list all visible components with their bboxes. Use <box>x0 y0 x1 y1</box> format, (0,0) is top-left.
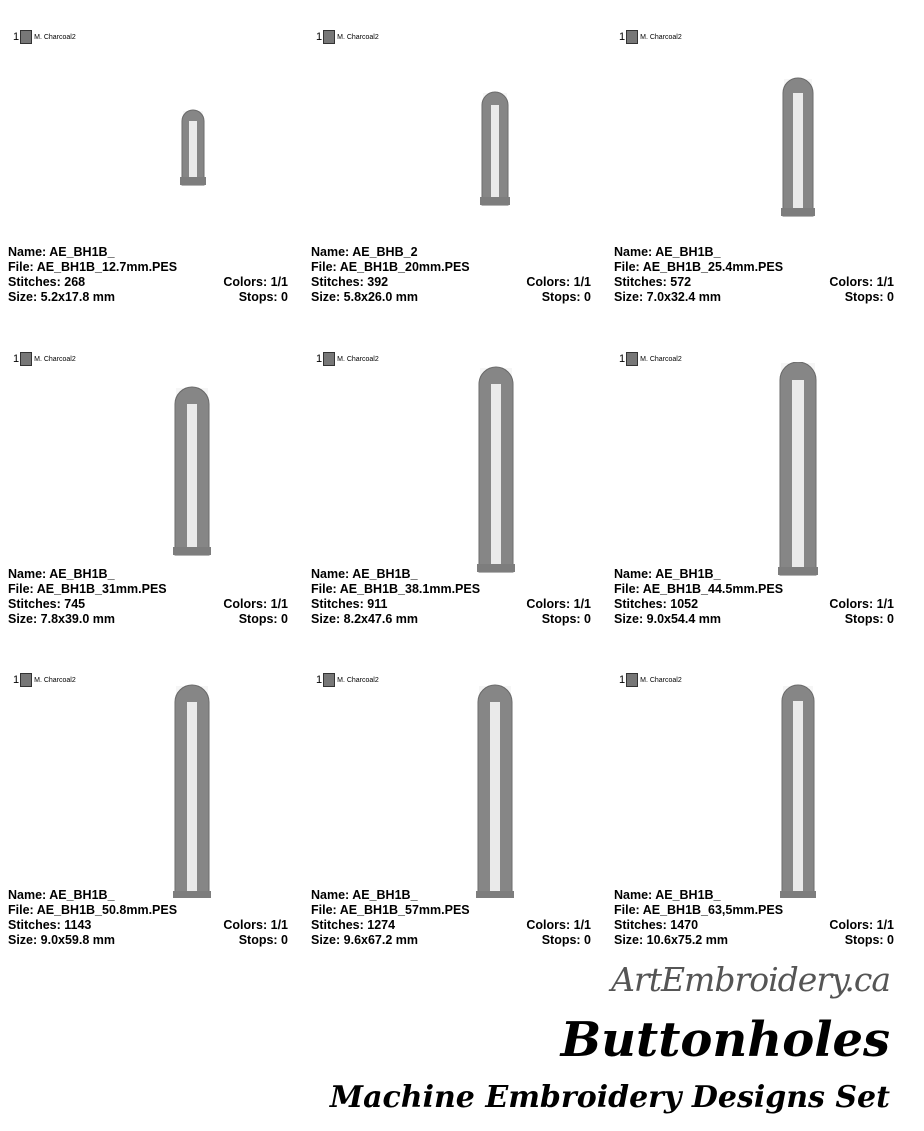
design-file: File: AE_BH1B_25.4mm.PES <box>614 260 784 274</box>
swatch-index: 1 <box>619 353 626 365</box>
design-colors: Colors: 1/1 <box>829 275 894 289</box>
design-stops: Stops: 0 <box>541 612 591 626</box>
design-stops: Stops: 0 <box>238 612 288 626</box>
design-stitches: Stitches: 911 <box>311 597 388 611</box>
swatch-index: 1 <box>13 674 20 686</box>
design-name: Name: AE_BH1B_ <box>311 567 418 581</box>
design-name: Name: AE_BH1B_ <box>614 567 721 581</box>
swatch-index: 1 <box>619 31 626 43</box>
color-name: M. Charcoal2 <box>640 33 682 41</box>
design-name: Name: AE_BH1B_ <box>8 245 115 259</box>
design-stops: Stops: 0 <box>238 933 288 947</box>
design-info <box>8 567 288 627</box>
design-stops: Stops: 0 <box>541 290 591 304</box>
buttonhole-preview <box>8 683 288 898</box>
swatch-index: 1 <box>619 674 626 686</box>
bar-tack <box>480 197 510 205</box>
design-file: File: AE_BH1B_12.7mm.PES <box>8 260 178 274</box>
buttonhole-drawing <box>614 683 894 898</box>
design-file: File: AE_BH1B_20mm.PES <box>311 260 470 274</box>
design-stitches: Stitches: 1052 <box>614 597 699 611</box>
buttonhole-drawing <box>614 362 894 577</box>
buttonhole-drawing <box>311 40 591 255</box>
design-card <box>614 342 894 632</box>
design-file: File: AE_BH1B_57mm.PES <box>311 903 470 917</box>
design-size: Size: 8.2x47.6 mm <box>311 612 419 626</box>
buttonhole-preview <box>311 362 591 577</box>
buttonhole-slot <box>793 701 803 891</box>
design-file: File: AE_BH1B_38.1mm.PES <box>311 582 481 596</box>
design-size: Size: 5.2x17.8 mm <box>8 290 116 304</box>
design-size: Size: 7.8x39.0 mm <box>8 612 116 626</box>
design-colors: Colors: 1/1 <box>526 918 591 932</box>
design-card <box>614 20 894 310</box>
color-name: M. Charcoal2 <box>34 33 76 41</box>
bar-tack <box>180 177 206 185</box>
design-file: File: AE_BH1B_31mm.PES <box>8 582 167 596</box>
buttonhole-drawing <box>8 362 288 577</box>
design-card <box>8 20 288 310</box>
color-name: M. Charcoal2 <box>337 355 379 363</box>
design-stitches: Stitches: 572 <box>614 275 692 289</box>
buttonhole-drawing <box>311 362 591 577</box>
design-info <box>614 888 894 948</box>
design-name: Name: AE_BH1B_ <box>311 888 418 902</box>
design-stops: Stops: 0 <box>844 290 894 304</box>
design-stitches: Stitches: 1143 <box>8 918 92 932</box>
color-name: M. Charcoal2 <box>337 676 379 684</box>
design-info <box>311 245 591 305</box>
design-card <box>614 663 894 953</box>
buttonhole-preview <box>614 40 894 255</box>
buttonhole-drawing <box>311 683 591 898</box>
buttonhole-drawing <box>8 683 288 898</box>
design-card <box>311 20 591 310</box>
design-card <box>8 663 288 953</box>
design-colors: Colors: 1/1 <box>829 597 894 611</box>
design-size: Size: 9.0x59.8 mm <box>8 933 116 947</box>
buttonhole-preview <box>311 40 591 255</box>
design-stitches: Stitches: 1274 <box>311 918 396 932</box>
design-colors: Colors: 1/1 <box>223 275 288 289</box>
buttonhole-slot <box>490 702 500 891</box>
buttonhole-slot <box>187 404 197 547</box>
design-name: Name: AE_BH1B_ <box>614 888 721 902</box>
design-info <box>8 888 288 948</box>
design-info <box>311 888 591 948</box>
buttonhole-preview <box>614 362 894 577</box>
color-name: M. Charcoal2 <box>337 33 379 41</box>
design-size: Size: 9.0x54.4 mm <box>614 612 722 626</box>
design-stitches: Stitches: 392 <box>311 275 389 289</box>
design-name: Name: AE_BH1B_ <box>8 567 115 581</box>
design-stops: Stops: 0 <box>541 933 591 947</box>
design-info <box>311 567 591 627</box>
bar-tack <box>781 208 815 216</box>
design-colors: Colors: 1/1 <box>223 918 288 932</box>
color-name: M. Charcoal2 <box>34 355 76 363</box>
design-info <box>8 245 288 305</box>
design-card <box>311 663 591 953</box>
design-stitches: Stitches: 1470 <box>614 918 699 932</box>
design-card <box>8 342 288 632</box>
design-file: File: AE_BH1B_63,5mm.PES <box>614 903 784 917</box>
brand-logo: ArtEmbroidery.ca <box>611 960 890 999</box>
color-name: M. Charcoal2 <box>640 355 682 363</box>
buttonhole-drawing <box>8 40 288 255</box>
design-name: Name: AE_BHB_2 <box>311 245 418 259</box>
buttonhole-slot <box>491 105 499 197</box>
design-info <box>614 567 894 627</box>
design-file: File: AE_BH1B_50.8mm.PES <box>8 903 178 917</box>
design-name: Name: AE_BH1B_ <box>614 245 721 259</box>
buttonhole-preview <box>8 40 288 255</box>
buttonhole-preview <box>614 683 894 898</box>
design-card <box>311 342 591 632</box>
design-stitches: Stitches: 745 <box>8 597 86 611</box>
design-colors: Colors: 1/1 <box>526 275 591 289</box>
page-subtitle: Machine Embroidery Designs Set <box>329 1080 890 1115</box>
design-stops: Stops: 0 <box>238 290 288 304</box>
design-colors: Colors: 1/1 <box>526 597 591 611</box>
buttonhole-preview <box>8 362 288 577</box>
design-size: Size: 10.6x75.2 mm <box>614 933 728 947</box>
design-stops: Stops: 0 <box>844 933 894 947</box>
buttonhole-slot <box>189 121 197 177</box>
design-name: Name: AE_BH1B_ <box>8 888 115 902</box>
design-size: Size: 7.0x32.4 mm <box>614 290 722 304</box>
swatch-index: 1 <box>316 353 323 365</box>
swatch-index: 1 <box>316 31 323 43</box>
buttonhole-drawing <box>614 40 894 255</box>
design-stitches: Stitches: 268 <box>8 275 86 289</box>
buttonhole-slot <box>187 702 197 891</box>
color-name: M. Charcoal2 <box>34 676 76 684</box>
bar-tack <box>173 547 211 555</box>
design-colors: Colors: 1/1 <box>829 918 894 932</box>
swatch-index: 1 <box>13 353 20 365</box>
design-stops: Stops: 0 <box>844 612 894 626</box>
page-title: Buttonholes <box>560 1012 890 1068</box>
design-size: Size: 9.6x67.2 mm <box>311 933 419 947</box>
color-name: M. Charcoal2 <box>640 676 682 684</box>
design-file: File: AE_BH1B_44.5mm.PES <box>614 582 784 596</box>
design-colors: Colors: 1/1 <box>223 597 288 611</box>
design-size: Size: 5.8x26.0 mm <box>311 290 419 304</box>
swatch-index: 1 <box>316 674 323 686</box>
buttonhole-preview <box>311 683 591 898</box>
swatch-index: 1 <box>13 31 20 43</box>
design-info <box>614 245 894 305</box>
